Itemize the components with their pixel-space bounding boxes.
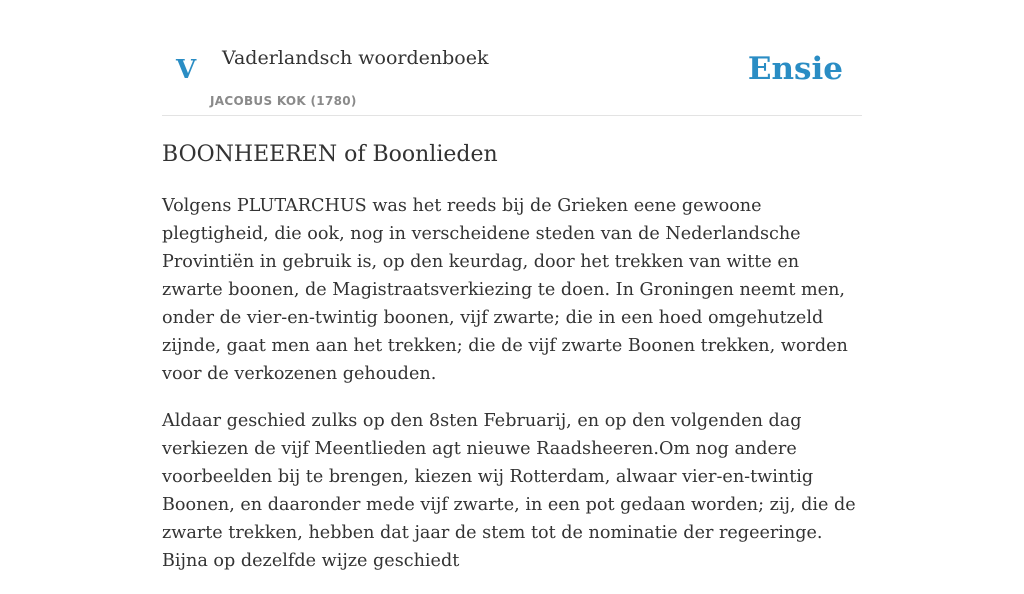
source-author: JACOBUS KOK (1780) xyxy=(210,94,357,108)
entry-paragraph: Aldaar geschied zulks op den 8sten Februarij, en op den volgenden dag verkiezen de vijf Meentlieden agt nieuwe Raadsheeren.Om nog andere voorbeelden bij te brengen, kiezen wij Rotterdam, alwaar vier-en-twintig Boonen, en daaronder mede vijf zwarte, in een pot gedaan worden; zij, die de zwarte trekken, hebben dat jaar de stem tot de nominatie der regeeringe. Bijna op dezelfde wijze geschiedt xyxy=(162,411,856,571)
source-logo[interactable]: V xyxy=(176,55,197,85)
ensie-logo[interactable]: Ensie xyxy=(747,51,843,87)
entry-title: BOONHEEREN of Boonlieden xyxy=(162,142,498,167)
source-title-link[interactable]: Vaderlandsch woordenboek xyxy=(222,47,489,69)
content-container xyxy=(162,0,862,571)
source-header xyxy=(162,0,862,116)
entry-body xyxy=(162,192,862,594)
entry-paragraph: Volgens PLUTARCHUS was het reeds bij de Grieken eene gewoone plegtigheid, die ook, nog in verscheidene steden van de Nederlandsche Provintiën in gebruik is, op den keurdag, door het trekken van witte en zwarte boonen, de Magistraatsverkiezing te doen. In Groningen neemt men, onder de vier-en-twintig boonen, vijf zwarte; die in een hoed omgehutzeld zijnde, gaat men aan het trekken; die de vijf zwarte Boonen trekken, worden voor de verkozenen gehouden. xyxy=(162,196,848,384)
